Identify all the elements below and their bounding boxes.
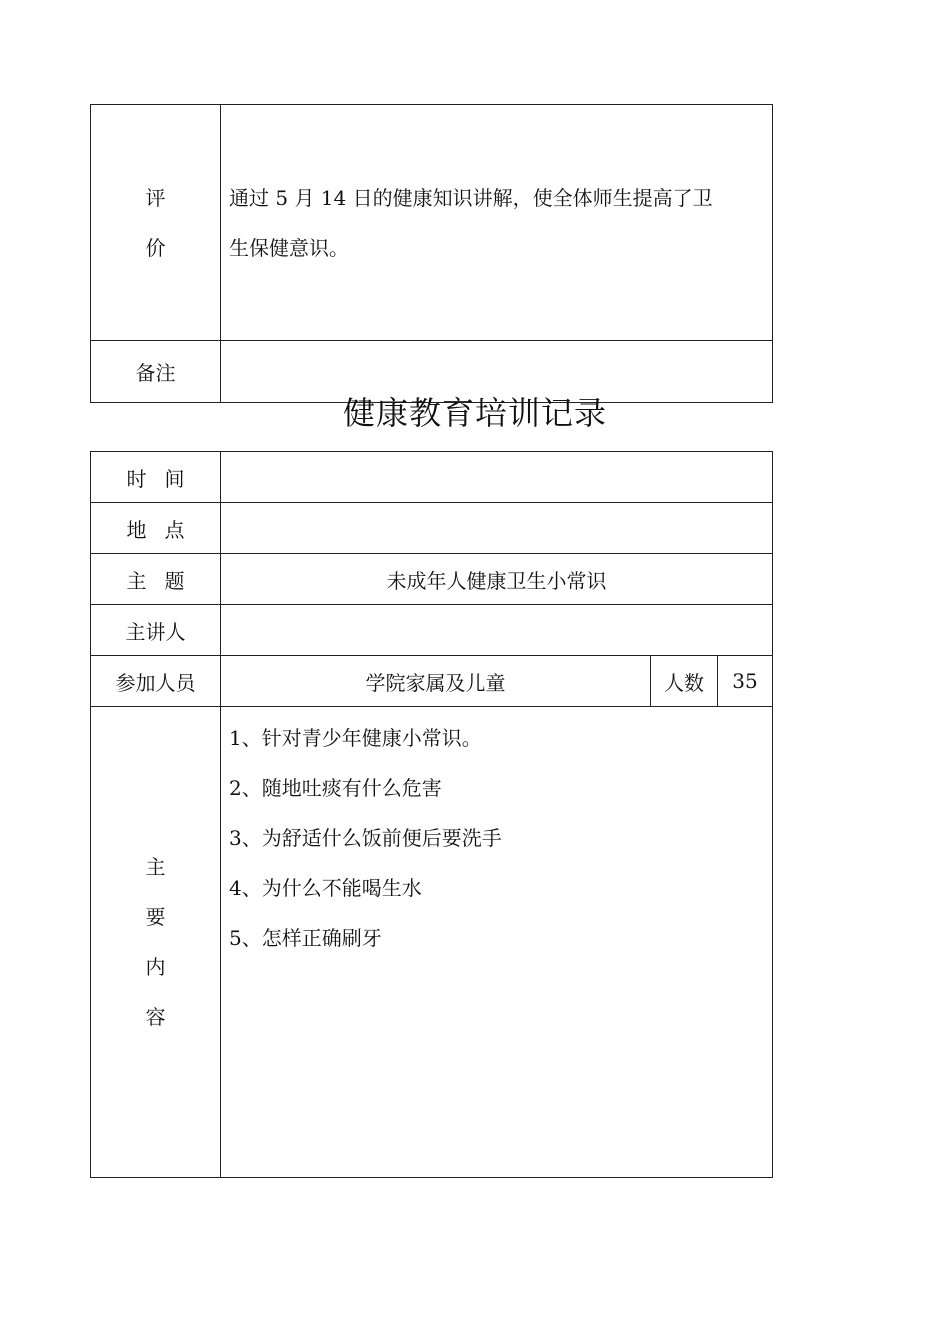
- participants-label: 参加人员: [91, 656, 221, 707]
- topic-label: 主题: [126, 568, 203, 593]
- evaluation-label-cell: [91, 105, 221, 341]
- document-title: 健康教育培训记录: [342, 394, 607, 432]
- speaker-value: [221, 605, 773, 656]
- content-list-item: 2、随地吐痰有什么危害: [229, 776, 442, 800]
- content-list-item: 4、为什么不能喝生水: [229, 876, 422, 900]
- content-label-cell: [91, 707, 221, 1178]
- evaluation-text-line: 通过 5 月 14 日的健康知识讲解，使全体师生提高了卫: [229, 185, 713, 210]
- evaluation-text-cell: [221, 105, 773, 341]
- evaluation-text-line: 生保健意识。: [229, 235, 349, 260]
- training-record-table: [90, 451, 773, 1178]
- content-label-char: 容: [145, 1005, 166, 1029]
- time-label: 时间: [126, 466, 203, 491]
- time-label-cell: [91, 452, 221, 503]
- evaluation-label-char: 价: [145, 235, 166, 260]
- remarks-label: 备注: [91, 341, 221, 403]
- count-value: 35: [718, 656, 773, 707]
- count-label: 人数: [651, 656, 718, 707]
- content-list-item: 5、怎样正确刷牙: [229, 926, 382, 950]
- topic-value: 未成年人健康卫生小常识: [221, 554, 773, 605]
- content-list-item: 3、为舒适什么饭前便后要洗手: [229, 826, 502, 850]
- place-label-cell: [91, 503, 221, 554]
- content-list-item: 1、针对青少年健康小常识。: [229, 726, 482, 750]
- content-list-cell: [221, 707, 773, 1178]
- speaker-label: 主讲人: [91, 605, 221, 656]
- topic-label-cell: [91, 554, 221, 605]
- participants-value: 学院家属及儿童: [221, 656, 651, 707]
- time-value: [221, 452, 773, 503]
- content-label-char: 要: [145, 905, 166, 929]
- place-label: 地点: [126, 517, 203, 542]
- content-label-char: 内: [145, 955, 166, 979]
- evaluation-label-char: 评: [145, 185, 166, 210]
- place-value: [221, 503, 773, 554]
- content-label-char: 主: [145, 855, 166, 879]
- evaluation-table: [90, 104, 773, 403]
